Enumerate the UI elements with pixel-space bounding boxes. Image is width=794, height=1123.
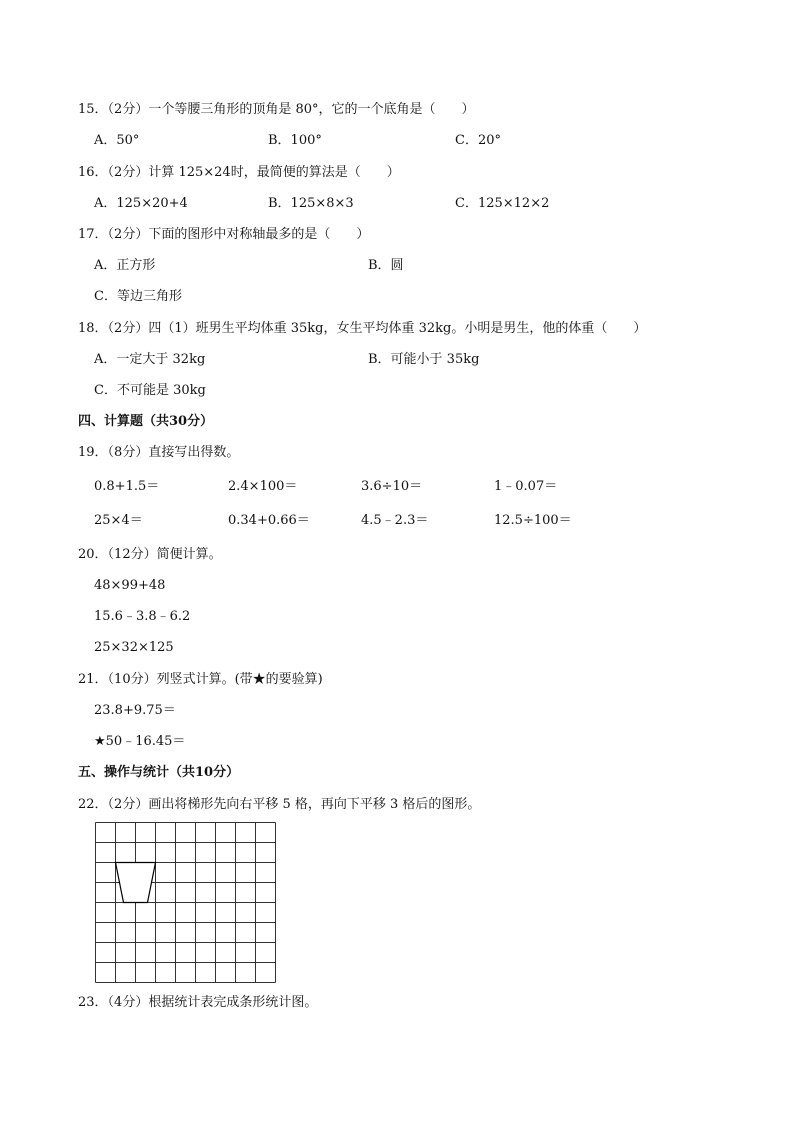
question-19-stem: 19．（8分）直接写出得数。 xyxy=(78,445,240,460)
question-16-stem: 16．（2分）计算 125×24时，最简便的算法是（ ） xyxy=(78,165,400,180)
q19-item: 1﹣0.07＝ xyxy=(494,479,558,494)
q19-item: 0.34+0.66＝ xyxy=(228,513,310,528)
q19-item: 0.8+1.5＝ xyxy=(94,479,160,494)
q20-item: 48×99+48 xyxy=(94,578,166,593)
question-23-stem: 23．（4分）根据统计表完成条形统计图。 xyxy=(78,995,318,1010)
section-5-heading: 五、操作与统计（共10分） xyxy=(78,765,240,780)
q21-item: 23.8+9.75＝ xyxy=(94,703,176,718)
grid-svg xyxy=(95,822,277,984)
question-18-option-c: C．不可能是 30kg xyxy=(94,383,206,398)
question-21-stem: 21．（10分）列竖式计算。(带★的要验算) xyxy=(78,672,323,687)
question-22-stem: 22．（2分）画出将梯形先向右平移 5 格，再向下平移 3 格后的图形。 xyxy=(78,797,481,812)
question-17-option-b: B．圆 xyxy=(368,258,404,273)
q19-item: 25×4＝ xyxy=(94,513,143,528)
q20-item: 25×32×125 xyxy=(94,640,174,655)
question-18-stem: 18．（2分）四（1）班男生平均体重 35kg，女生平均体重 32kg。小明是男生，他的体重（ ） xyxy=(78,321,647,336)
question-15-option-a: A．50° xyxy=(94,133,140,148)
question-16-option-c: C．125×12×2 xyxy=(455,196,550,211)
q19-item: 3.6÷10＝ xyxy=(361,479,423,494)
section-4-heading: 四、计算题（共30分） xyxy=(78,414,214,429)
question-17-stem: 17．（2分）下面的图形中对称轴最多的是（ ） xyxy=(78,227,370,242)
question-15-stem: 15．（2分）一个等腰三角形的顶角是 80°，它的一个底角是（ ） xyxy=(78,102,475,117)
q20-item: 15.6﹣3.8﹣6.2 xyxy=(94,609,191,624)
q19-item: 2.4×100＝ xyxy=(228,479,298,494)
question-17-option-c: C．等边三角形 xyxy=(94,289,182,304)
question-17-option-a: A．正方形 xyxy=(94,258,156,273)
question-20-stem: 20．（12分）简便计算。 xyxy=(78,547,222,562)
question-15-option-b: B．100° xyxy=(268,133,322,148)
q19-item: 12.5÷100＝ xyxy=(494,513,572,528)
question-18-option-b: B．可能小于 35kg xyxy=(368,352,480,367)
q19-item: 4.5﹣2.3＝ xyxy=(361,513,429,528)
trapezoid-shape xyxy=(116,863,156,903)
question-18-option-a: A．一定大于 32kg xyxy=(94,352,206,367)
question-15-option-c: C．20° xyxy=(455,133,501,148)
q21-item: ★50﹣16.45＝ xyxy=(94,734,186,749)
grid-figure xyxy=(95,822,277,988)
question-16-option-b: B．125×8×3 xyxy=(268,196,354,211)
grid-lines xyxy=(96,823,276,983)
question-16-option-a: A．125×20+4 xyxy=(94,196,188,211)
